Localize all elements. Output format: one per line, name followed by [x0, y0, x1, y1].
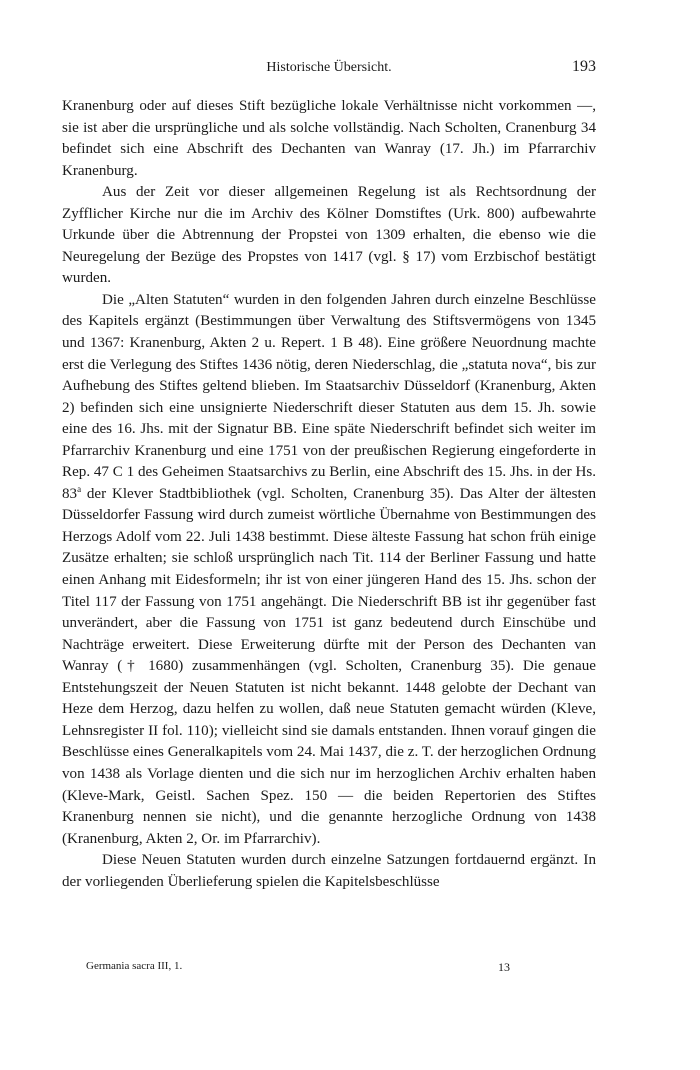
paragraph-new-statutes: Diese Neuen Statuten wurden durch einzelne Satzungen fortdauernd ergänzt. In der vorliegenden Überlieferung spielen die Kapitelsbeschlüsse	[62, 852, 596, 890]
page-number: 193	[572, 58, 596, 75]
paragraph-old-statutes	[62, 290, 596, 850]
running-title: Historische Übersicht.	[266, 60, 392, 75]
printer-signature: Germania sacra III, 1.	[86, 960, 183, 972]
sheet-number: 13	[498, 960, 510, 974]
paragraph-continuation: Kranenburg oder auf dieses Stift bezügliche lokale Verhältnisse nicht vorkommen —, sie ist aber die ursprüngliche und als solche vollständig. Nach Scholten, Cranenburg 34 befindet sich eine Abschrift des Dechanten van Wanray (17. Jh.) im Pfarrarchiv Kranenburg.	[62, 98, 596, 179]
paragraph-old-statutes-part1: Die „Alten Statuten“ wurden in den folgenden Jahren durch einzelne Beschlüsse des Kapitels ergänzt (Bestimmungen über Verwaltung des Stiftsvermögens von 1345 und 1367: Kranenburg, Akten 2 u. Repert. 1 B 48). Eine größere Neuordnung machte erst die Verlegung des Stiftes 1436 nötig, deren Niederschlag, die „statuta nova“, bis zur Aufhebung des Stiftes geltend blieben. Im Staatsarchiv Düsseldorf (Kranenburg, Akten 2) befinden sich eine unsignierte Niederschrift dieser Statuten aus dem 15. Jh. sowie eine des 16. Jhs. mit der Signatur BB. Eine späte Niederschrift befindet sich weiter im Pfarrarchiv Kranenburg und eine 1751 von der preußischen Regierung eingeforderte in Rep. 47 C 1 des Geheimen Staatsarchivs zu Berlin, eine Abschrift des 15. Jhs. in der Hs. 83	[62, 291, 596, 502]
paragraph-old-statutes-part2: der Klever Stadtbibliothek (vgl. Scholten, Cranenburg 35). Das Alter der ältesten Düsseldorfer Fassung wird durch zumeist wörtliche Übernahme von Bestimmungen des Herzogs Adolf vom 22. Juli 1438 bestimmt. Diese älteste Fassung hat schon früh einige Zusätze erhalten; sie schloß ursprünglich nach Tit. 114 der Berliner Fassung und hatte einen Anhang mit Eidesformeln; ihr ist von einer jüngeren Hand des 15. Jhs. schon der Titel 117 der Fassung von 1751 angehängt. Die Niederschrift BB ist ihr gegenüber fast unverändert, aber die Fassung von 1751 ist ganz bedeutend durch Einschübe und Nachträge erweitert. Diese Erweiterung dürfte mit der Person des Dechanten van Wanray († 1680) zusammenhängen (vgl. Scholten, Cranenburg 35). Die genaue Entstehungszeit der Neuen Statuten ist nicht bekannt. 1448 gelobte der Dechant van Heze dem Herzog, dazu helfen zu wollen, daß neue Statuten gemacht würden (Kleve, Lehnsregister II fol. 110); vielleicht sind sie damals entstanden. Ihnen vorauf gingen die Beschlüsse eines Generalkapitels vom 24. Mai 1437, die z. T. der herzoglichen Ordnung von 1438 als Vorlage dienten und die sich nur im herzoglichen Archiv erhalten haben (Kleve-Mark, Geistl. Sachen Spez. 150 — die beiden Repertorien des Stiftes Kranenburg nennen sie nicht), und die genannte herzogliche Ordnung von 1438 (Kranenburg, Akten 2, Or. im Pfarrarchiv).	[62, 485, 596, 847]
paragraph-early-regulation: Aus der Zeit vor dieser allgemeinen Regelung ist als Rechtsordnung der Zyfflicher Kirche nur die im Archiv des Kölner Domstiftes (Urk. 800) aufbewahrte Urkunde über die Abtrennung der Propstei von 1309 erhalten, die ebenso wie die Neuregelung der Bezüge des Propstes von 1417 (vgl. § 17) vom Erzbischof bestätigt wurden.	[62, 184, 596, 287]
page-header	[62, 58, 596, 80]
manuscript-superscript: a	[77, 483, 82, 494]
body-text	[62, 96, 596, 893]
